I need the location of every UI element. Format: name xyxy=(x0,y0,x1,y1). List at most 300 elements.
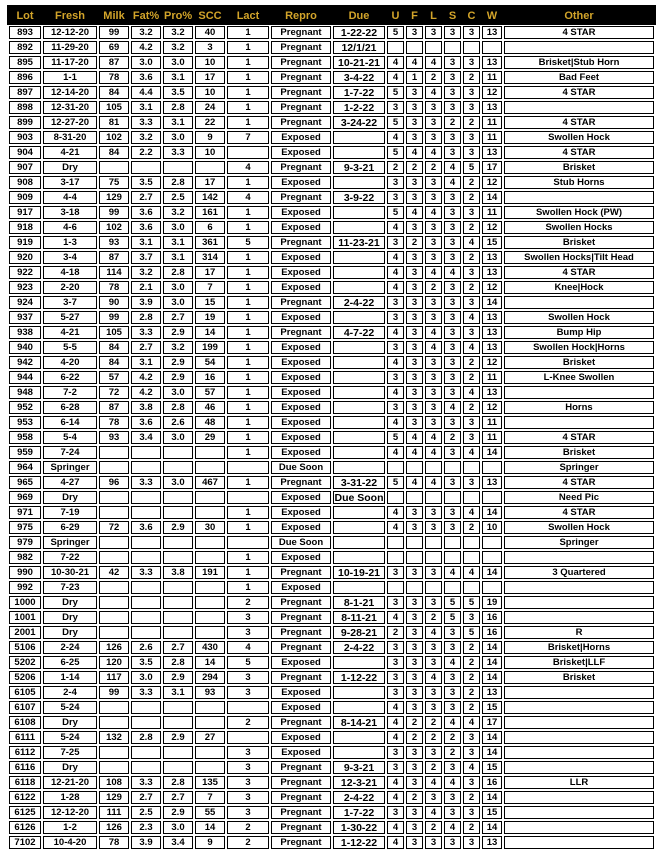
cell-scc: 48 xyxy=(195,416,225,429)
cell-milk: 75 xyxy=(99,176,129,189)
cell-s xyxy=(444,461,461,474)
cell-fresh: 11-17-20 xyxy=(43,56,97,69)
cell-other: R xyxy=(504,626,654,639)
cell-fat-pct: 3.9 xyxy=(131,296,161,309)
cell-fresh: Dry xyxy=(43,161,97,174)
cell-w xyxy=(482,536,502,549)
cell-fat-pct xyxy=(131,506,161,519)
cell-fresh: 3-7 xyxy=(43,296,97,309)
cell-milk: 117 xyxy=(99,671,129,684)
cell-s: 3 xyxy=(444,26,461,39)
cell-u xyxy=(387,551,404,564)
cell-pro-pct: 2.8 xyxy=(163,101,193,114)
cell-fresh: 5-27 xyxy=(43,311,97,324)
cell-repro: Pregnant xyxy=(271,641,331,654)
cell-repro: Pregnant xyxy=(271,761,331,774)
cell-pro-pct: 3.1 xyxy=(163,116,193,129)
cell-lact: 3 xyxy=(227,626,269,639)
cell-lact: 3 xyxy=(227,806,269,819)
cell-c: 4 xyxy=(463,386,480,399)
cell-other xyxy=(504,836,654,849)
cell-w: 14 xyxy=(482,791,502,804)
cell-c: 2 xyxy=(463,116,480,129)
cell-f: 3 xyxy=(406,671,423,684)
cell-scc: 22 xyxy=(195,116,225,129)
cell-scc: 40 xyxy=(195,26,225,39)
cell-due xyxy=(333,656,385,669)
cell-s: 3 xyxy=(444,251,461,264)
cell-lact: 7 xyxy=(227,131,269,144)
cell-lot: 971 xyxy=(9,506,41,519)
cell-c: 5 xyxy=(463,626,480,639)
cell-c: 3 xyxy=(463,416,480,429)
cell-u: 5 xyxy=(387,431,404,444)
cell-w: 11 xyxy=(482,116,502,129)
cell-lact: 1 xyxy=(227,371,269,384)
cell-s: 3 xyxy=(444,146,461,159)
cell-c: 2 xyxy=(463,401,480,414)
cell-pro-pct xyxy=(163,596,193,609)
cell-lact: 5 xyxy=(227,236,269,249)
cell-milk: 78 xyxy=(99,71,129,84)
cell-scc: 16 xyxy=(195,371,225,384)
cell-c: 5 xyxy=(463,161,480,174)
cell-fresh: Springer xyxy=(43,536,97,549)
cell-lact xyxy=(227,491,269,504)
cell-c: 2 xyxy=(463,791,480,804)
cell-c: 3 xyxy=(463,56,480,69)
cell-l: 3 xyxy=(425,746,442,759)
cell-u: 5 xyxy=(387,476,404,489)
cell-pro-pct xyxy=(163,461,193,474)
cell-fresh: 12-14-20 xyxy=(43,86,97,99)
cell-f: 2 xyxy=(406,731,423,744)
cell-lact: 3 xyxy=(227,671,269,684)
cell-s xyxy=(444,491,461,504)
cell-lot: 895 xyxy=(9,56,41,69)
cell-fat-pct: 3.3 xyxy=(131,476,161,489)
cell-repro: Exposed xyxy=(271,251,331,264)
cell-fat-pct: 3.3 xyxy=(131,566,161,579)
cell-pro-pct: 3.2 xyxy=(163,41,193,54)
cell-w: 13 xyxy=(482,251,502,264)
cell-lot: 6111 xyxy=(9,731,41,744)
cell-scc: 57 xyxy=(195,386,225,399)
cell-repro: Pregnant xyxy=(271,596,331,609)
cell-pro-pct: 2.9 xyxy=(163,371,193,384)
cell-fat-pct: 2.8 xyxy=(131,731,161,744)
cell-lot: 6122 xyxy=(9,791,41,804)
cell-lot: 924 xyxy=(9,296,41,309)
cell-lact: 1 xyxy=(227,56,269,69)
cell-w: 12 xyxy=(482,401,502,414)
cell-w: 14 xyxy=(482,731,502,744)
cell-repro: Exposed xyxy=(271,266,331,279)
cell-fat-pct xyxy=(131,551,161,564)
cell-other: Springer xyxy=(504,461,654,474)
cell-due: 8-11-21 xyxy=(333,611,385,624)
cell-milk: 132 xyxy=(99,731,129,744)
table-row xyxy=(9,716,654,729)
cell-lact: 1 xyxy=(227,101,269,114)
cell-u: 2 xyxy=(387,626,404,639)
cell-pro-pct: 2.8 xyxy=(163,266,193,279)
cell-pro-pct: 3.0 xyxy=(163,131,193,144)
cell-lact: 5 xyxy=(227,656,269,669)
cell-scc xyxy=(195,491,225,504)
cell-s: 3 xyxy=(444,761,461,774)
cell-pro-pct: 3.5 xyxy=(163,86,193,99)
cell-lact: 1 xyxy=(227,356,269,369)
cell-fat-pct: 3.5 xyxy=(131,656,161,669)
cell-s: 4 xyxy=(444,566,461,579)
cell-l: 3 xyxy=(425,236,442,249)
cell-milk xyxy=(99,161,129,174)
cell-scc: 430 xyxy=(195,641,225,654)
cell-l: 3 xyxy=(425,176,442,189)
cell-lot: 937 xyxy=(9,311,41,324)
table-row xyxy=(9,596,654,609)
cell-lact: 1 xyxy=(227,281,269,294)
table-row xyxy=(9,611,654,624)
cell-due: 3-24-22 xyxy=(333,116,385,129)
cell-w: 13 xyxy=(482,686,502,699)
cell-u: 4 xyxy=(387,416,404,429)
cell-s: 3 xyxy=(444,386,461,399)
cell-s: 3 xyxy=(444,686,461,699)
cell-fresh: 4-27 xyxy=(43,476,97,489)
cell-repro: Exposed xyxy=(271,176,331,189)
cell-s xyxy=(444,41,461,54)
cell-u: 3 xyxy=(387,806,404,819)
cell-fresh: Dry xyxy=(43,761,97,774)
cell-scc: 19 xyxy=(195,311,225,324)
cell-due: 12/1/21 xyxy=(333,41,385,54)
cell-milk: 105 xyxy=(99,101,129,114)
cell-lot: 6116 xyxy=(9,761,41,774)
cell-scc: 467 xyxy=(195,476,225,489)
cell-f: 3 xyxy=(406,116,423,129)
cell-due xyxy=(333,551,385,564)
cell-repro: Exposed xyxy=(271,656,331,669)
cell-due: 3-4-22 xyxy=(333,71,385,84)
cell-lact: 4 xyxy=(227,161,269,174)
cattle-table-body xyxy=(9,26,654,849)
cell-repro: Pregnant xyxy=(271,821,331,834)
cell-c: 2 xyxy=(463,521,480,534)
table-row xyxy=(9,431,654,444)
cell-due xyxy=(333,401,385,414)
cell-fresh: Dry xyxy=(43,491,97,504)
cell-fat-pct: 2.7 xyxy=(131,341,161,354)
cell-fat-pct xyxy=(131,716,161,729)
cell-lot: 5206 xyxy=(9,671,41,684)
cell-c xyxy=(463,551,480,564)
cell-other xyxy=(504,191,654,204)
table-row xyxy=(9,461,654,474)
cell-c: 2 xyxy=(463,71,480,84)
cell-fresh: 6-29 xyxy=(43,521,97,534)
cell-l: 3 xyxy=(425,701,442,714)
cell-fat-pct xyxy=(131,536,161,549)
cell-f: 3 xyxy=(406,596,423,609)
cell-c: 3 xyxy=(463,806,480,819)
cell-f: 3 xyxy=(406,641,423,654)
cell-l: 3 xyxy=(425,386,442,399)
cell-lot: 893 xyxy=(9,26,41,39)
table-row xyxy=(9,386,654,399)
cell-lot: 6105 xyxy=(9,686,41,699)
table-row xyxy=(9,671,654,684)
cell-u: 4 xyxy=(387,776,404,789)
cell-lact xyxy=(227,461,269,474)
cell-u: 5 xyxy=(387,206,404,219)
cell-fresh: 12-31-20 xyxy=(43,101,97,114)
cell-repro: Pregnant xyxy=(271,716,331,729)
cell-due xyxy=(333,386,385,399)
col-header-pro: Pro% xyxy=(163,7,193,24)
cell-u: 4 xyxy=(387,251,404,264)
cell-fresh: 6-14 xyxy=(43,416,97,429)
cell-lot: 990 xyxy=(9,566,41,579)
cell-due xyxy=(333,521,385,534)
cell-lot: 6126 xyxy=(9,821,41,834)
cell-l: 4 xyxy=(425,776,442,789)
table-row xyxy=(9,551,654,564)
cell-f: 3 xyxy=(406,626,423,639)
cell-repro: Exposed xyxy=(271,416,331,429)
cell-pro-pct: 3.1 xyxy=(163,71,193,84)
table-row xyxy=(9,281,654,294)
cell-milk: 78 xyxy=(99,836,129,849)
cell-fat-pct xyxy=(131,446,161,459)
table-row xyxy=(9,761,654,774)
cell-due xyxy=(333,146,385,159)
cell-f: 3 xyxy=(406,281,423,294)
cell-pro-pct xyxy=(163,701,193,714)
cell-scc xyxy=(195,536,225,549)
cell-pro-pct: 3.0 xyxy=(163,296,193,309)
table-row xyxy=(9,536,654,549)
cell-s: 3 xyxy=(444,626,461,639)
cell-fat-pct: 2.5 xyxy=(131,806,161,819)
cell-pro-pct: 3.0 xyxy=(163,56,193,69)
cell-repro: Pregnant xyxy=(271,611,331,624)
col-header-scc: SCC xyxy=(195,7,225,24)
cell-pro-pct xyxy=(163,626,193,639)
cell-other: Brisket xyxy=(504,161,654,174)
cell-f: 3 xyxy=(406,566,423,579)
cell-lact: 1 xyxy=(227,431,269,444)
cell-pro-pct xyxy=(163,506,193,519)
cell-due: 8-14-21 xyxy=(333,716,385,729)
cell-lot: 896 xyxy=(9,71,41,84)
cell-lact: 3 xyxy=(227,776,269,789)
cell-fresh: 4-18 xyxy=(43,266,97,279)
cell-scc xyxy=(195,746,225,759)
cell-milk: 120 xyxy=(99,656,129,669)
cell-w: 11 xyxy=(482,371,502,384)
cell-u: 5 xyxy=(387,146,404,159)
cell-milk xyxy=(99,551,129,564)
cell-l: 2 xyxy=(425,71,442,84)
table-row xyxy=(9,86,654,99)
cell-other: Bump Hip xyxy=(504,326,654,339)
cell-other: Brisket|LLF xyxy=(504,656,654,669)
cell-pro-pct xyxy=(163,536,193,549)
table-row xyxy=(9,401,654,414)
cell-due xyxy=(333,371,385,384)
cell-w: 12 xyxy=(482,281,502,294)
cell-u: 3 xyxy=(387,746,404,759)
cell-milk: 105 xyxy=(99,326,129,339)
cell-lact: 3 xyxy=(227,686,269,699)
cell-other xyxy=(504,416,654,429)
cell-pro-pct: 2.9 xyxy=(163,731,193,744)
cell-repro: Pregnant xyxy=(271,116,331,129)
cell-s: 3 xyxy=(444,476,461,489)
cell-u: 4 xyxy=(387,71,404,84)
cell-f: 3 xyxy=(406,371,423,384)
cell-s: 3 xyxy=(444,791,461,804)
cell-fat-pct: 2.2 xyxy=(131,146,161,159)
cell-scc: 54 xyxy=(195,356,225,369)
cell-lot: 898 xyxy=(9,101,41,114)
cell-scc: 135 xyxy=(195,776,225,789)
cell-l: 4 xyxy=(425,341,442,354)
cell-due: 1-30-22 xyxy=(333,821,385,834)
cell-lot: 2001 xyxy=(9,626,41,639)
cell-fat-pct: 3.1 xyxy=(131,236,161,249)
cell-f: 1 xyxy=(406,71,423,84)
cell-u: 4 xyxy=(387,791,404,804)
cell-u: 4 xyxy=(387,716,404,729)
cell-f: 3 xyxy=(406,821,423,834)
cell-f: 3 xyxy=(406,386,423,399)
cell-fresh: 4-4 xyxy=(43,191,97,204)
cell-pro-pct: 3.0 xyxy=(163,431,193,444)
cell-due: 12-3-21 xyxy=(333,776,385,789)
cell-fresh: 7-24 xyxy=(43,446,97,459)
cell-c: 2 xyxy=(463,176,480,189)
cell-l xyxy=(425,41,442,54)
cell-c: 4 xyxy=(463,506,480,519)
cell-other: Horns xyxy=(504,401,654,414)
cell-l: 4 xyxy=(425,431,442,444)
cell-c: 3 xyxy=(463,86,480,99)
cell-lact: 1 xyxy=(227,311,269,324)
col-header-due: Due xyxy=(333,7,385,24)
cell-l: 3 xyxy=(425,836,442,849)
cell-s: 4 xyxy=(444,716,461,729)
cell-c: 3 xyxy=(463,266,480,279)
cell-fat-pct: 3.6 xyxy=(131,521,161,534)
cell-due: 1-12-22 xyxy=(333,836,385,849)
cell-other: Swollen Hock (PW) xyxy=(504,206,654,219)
cell-lact: 1 xyxy=(227,221,269,234)
cell-milk: 84 xyxy=(99,86,129,99)
cell-u: 3 xyxy=(387,341,404,354)
cell-lot: 6125 xyxy=(9,806,41,819)
cell-repro: Pregnant xyxy=(271,476,331,489)
cell-milk: 102 xyxy=(99,221,129,234)
cell-s: 3 xyxy=(444,311,461,324)
cell-lot: 904 xyxy=(9,146,41,159)
cell-repro: Exposed xyxy=(271,401,331,414)
cell-lot: 992 xyxy=(9,581,41,594)
cell-s: 3 xyxy=(444,356,461,369)
cell-lot: 1000 xyxy=(9,596,41,609)
cell-pro-pct: 3.1 xyxy=(163,251,193,264)
cell-scc: 24 xyxy=(195,101,225,114)
cell-s xyxy=(444,581,461,594)
cell-f: 3 xyxy=(406,101,423,114)
table-row xyxy=(9,446,654,459)
cell-u: 4 xyxy=(387,326,404,339)
col-header-fat: Fat% xyxy=(131,7,161,24)
table-row xyxy=(9,581,654,594)
cell-w: 11 xyxy=(482,131,502,144)
cell-due: 9-3-21 xyxy=(333,761,385,774)
cell-w: 14 xyxy=(482,821,502,834)
cell-scc: 15 xyxy=(195,296,225,309)
cell-c: 4 xyxy=(463,761,480,774)
cell-pro-pct: 2.9 xyxy=(163,806,193,819)
cell-u: 3 xyxy=(387,401,404,414)
cell-fat-pct: 3.6 xyxy=(131,206,161,219)
cell-other: 4 STAR xyxy=(504,116,654,129)
cell-scc: 6 xyxy=(195,221,225,234)
cell-due xyxy=(333,206,385,219)
cell-repro: Exposed xyxy=(271,491,331,504)
cell-other xyxy=(504,731,654,744)
col-header-f: F xyxy=(406,7,423,24)
cell-c xyxy=(463,491,480,504)
cell-f: 3 xyxy=(406,131,423,144)
table-row xyxy=(9,476,654,489)
cell-scc xyxy=(195,611,225,624)
cell-other xyxy=(504,746,654,759)
col-header-c: C xyxy=(463,7,480,24)
cell-lact: 1 xyxy=(227,326,269,339)
cell-repro: Pregnant xyxy=(271,161,331,174)
cell-u: 5 xyxy=(387,116,404,129)
cell-fat-pct xyxy=(131,596,161,609)
cell-fat-pct: 3.1 xyxy=(131,356,161,369)
cell-f: 4 xyxy=(406,446,423,459)
cell-l xyxy=(425,536,442,549)
cell-f xyxy=(406,551,423,564)
cell-milk: 102 xyxy=(99,131,129,144)
cell-f: 3 xyxy=(406,656,423,669)
cell-fresh: 4-20 xyxy=(43,356,97,369)
cell-s: 3 xyxy=(444,56,461,69)
cell-u: 3 xyxy=(387,101,404,114)
cell-pro-pct: 2.7 xyxy=(163,311,193,324)
cell-c xyxy=(463,581,480,594)
cell-repro: Exposed xyxy=(271,206,331,219)
cell-l: 2 xyxy=(425,731,442,744)
cell-lot: 982 xyxy=(9,551,41,564)
cell-milk: 111 xyxy=(99,806,129,819)
cell-milk xyxy=(99,581,129,594)
cell-repro: Pregnant xyxy=(271,191,331,204)
cell-l: 3 xyxy=(425,371,442,384)
cell-pro-pct: 3.0 xyxy=(163,476,193,489)
cell-milk: 69 xyxy=(99,41,129,54)
cell-fat-pct: 4.2 xyxy=(131,41,161,54)
cell-scc: 191 xyxy=(195,566,225,579)
